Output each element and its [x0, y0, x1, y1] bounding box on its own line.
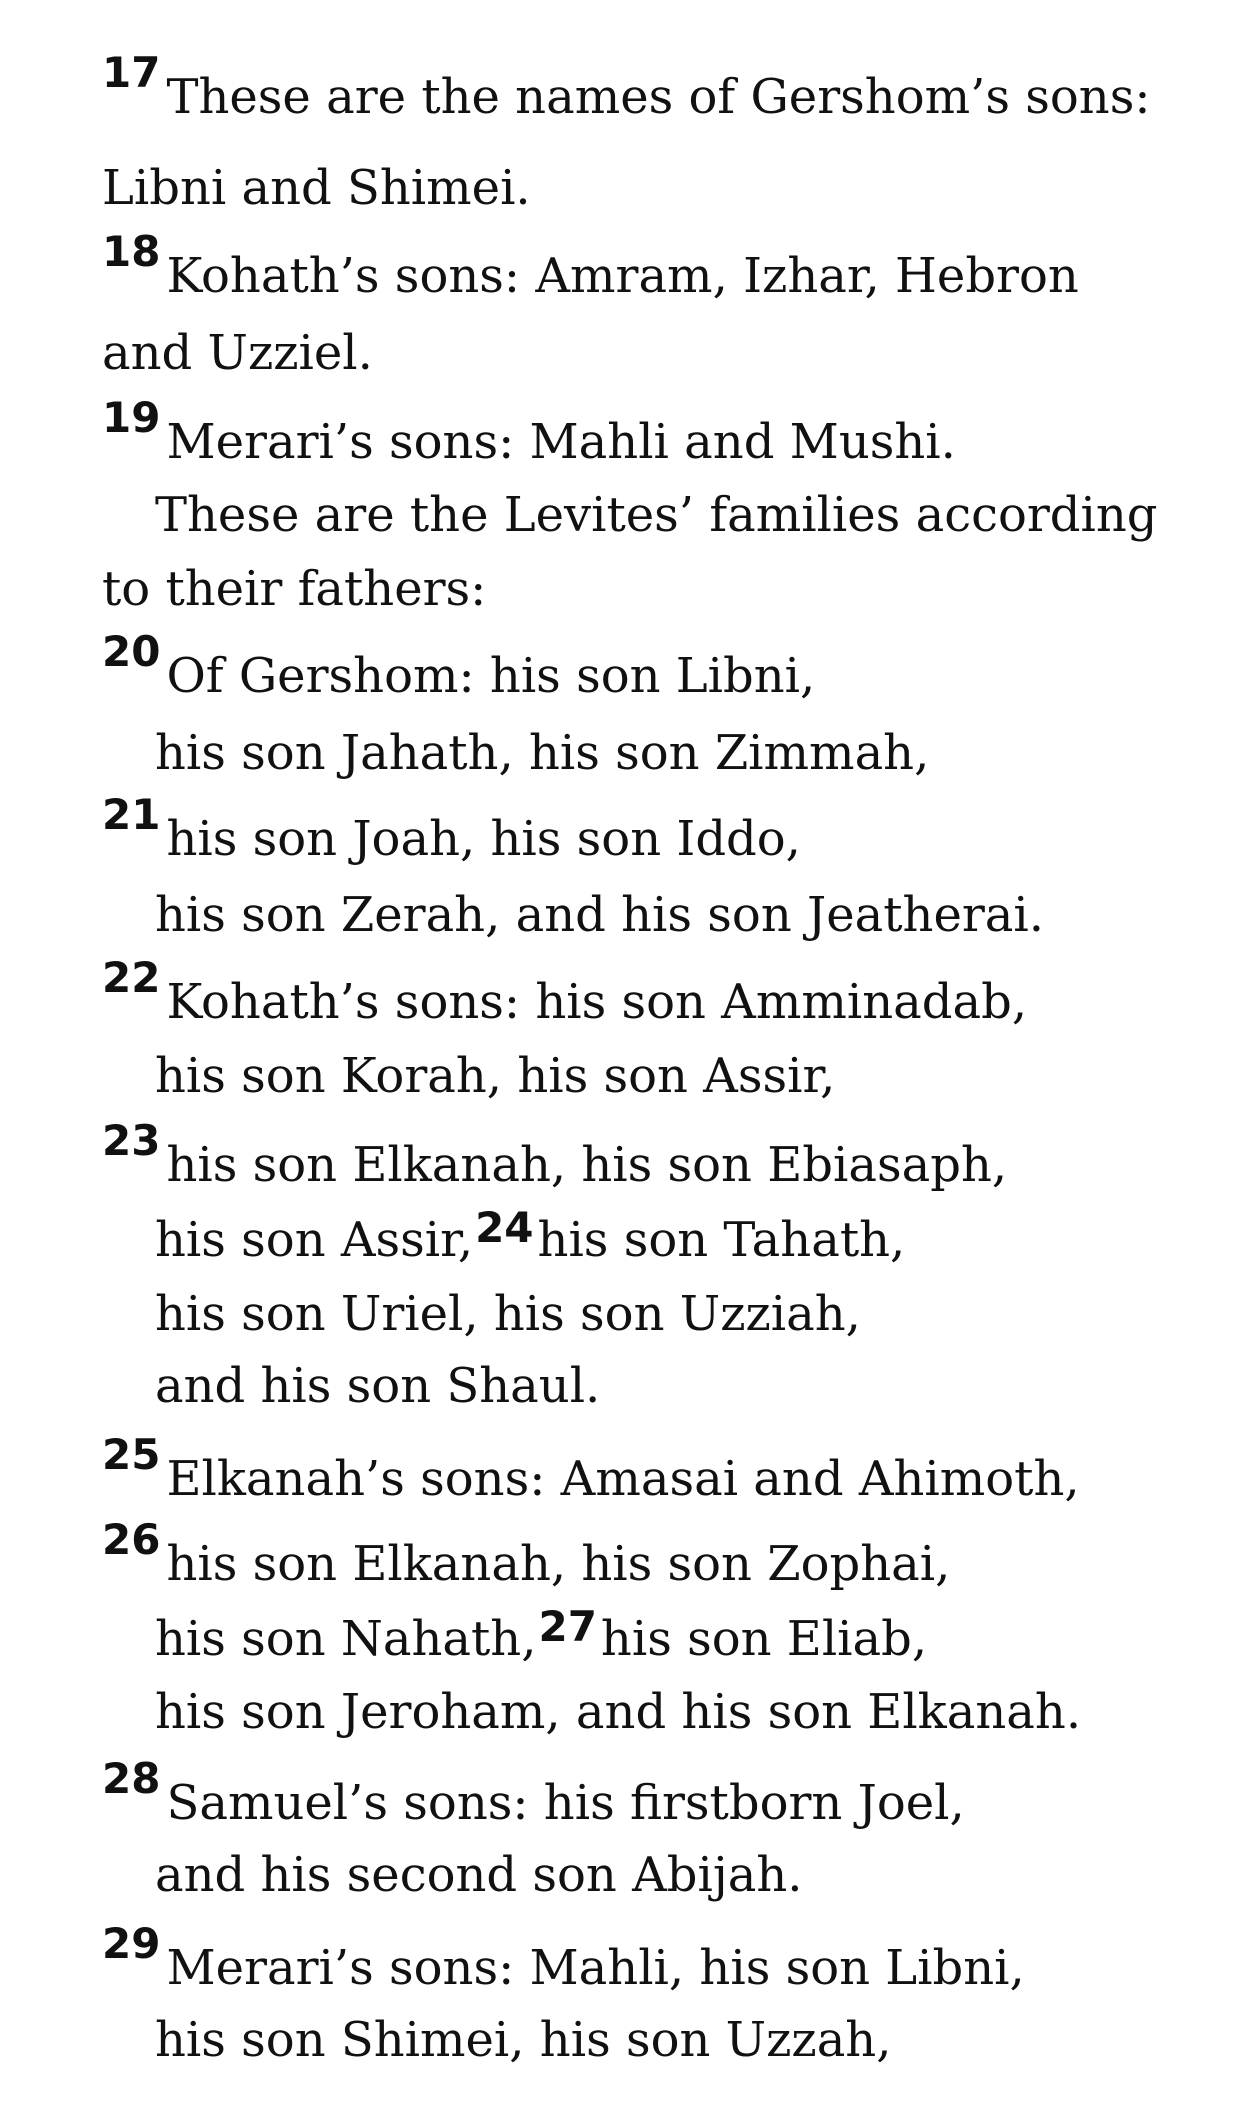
verse-17-line-1	[102, 48, 1151, 125]
verse-text: his son Eliab,	[600, 1611, 928, 1667]
verse-23-line-2	[155, 1203, 906, 1268]
verse-19-line-2: These are the Levites’ families according	[155, 487, 1158, 543]
verse-29-line-2: his son Shimei, his son Uzzah,	[155, 2012, 892, 2068]
verse-text: his son Joah, his son Iddo,	[166, 811, 801, 867]
verse-number: 27	[538, 1602, 597, 1651]
verse-23-line-1	[102, 1116, 1008, 1193]
verse-text: Of Gershom: his son Libni,	[166, 648, 816, 704]
verse-24-line-3: and his son Shaul.	[155, 1358, 601, 1414]
verse-18-line-1	[102, 227, 1079, 304]
verse-25-line-1	[102, 1430, 1080, 1507]
verse-text: These are the names of Gershom’s sons:	[166, 69, 1151, 125]
verse-17-line-2: Libni and Shimei.	[102, 160, 531, 216]
verse-text: Kohath’s sons: his son Amminadab,	[166, 974, 1028, 1030]
verse-number: 20	[102, 627, 161, 676]
verse-text: his son Tahath,	[537, 1212, 906, 1268]
verse-number: 25	[102, 1430, 161, 1479]
verse-text: his son Elkanah, his son Zophai,	[166, 1536, 951, 1592]
verse-text: Merari’s sons: Mahli and Mushi.	[166, 414, 956, 470]
verse-24-line-2: his son Uriel, his son Uzziah,	[155, 1286, 861, 1342]
verse-number: 21	[102, 790, 161, 839]
verse-28-line-2: and his second son Abijah.	[155, 1847, 803, 1903]
verse-19-line-1	[102, 393, 956, 470]
verse-text: Elkanah’s sons: Amasai and Ahimoth,	[166, 1451, 1080, 1507]
verse-number: 22	[102, 953, 161, 1002]
verse-20-line-1	[102, 627, 816, 704]
verse-number: 28	[102, 1754, 161, 1803]
verse-text: Kohath’s sons: Amram, Izhar, Hebron	[166, 248, 1079, 304]
verse-text: Samuel’s sons: his firstborn Joel,	[166, 1775, 965, 1831]
verse-19-line-3: to their fathers:	[102, 561, 487, 617]
verse-20-line-2: his son Jahath, his son Zimmah,	[155, 725, 930, 781]
verse-text: his son Assir,	[155, 1212, 474, 1268]
verse-number: 17	[102, 48, 161, 97]
verse-22-line-2: his son Korah, his son Assir,	[155, 1048, 836, 1104]
verse-29-line-1	[102, 1919, 1025, 1996]
verse-number: 26	[102, 1515, 161, 1564]
verse-21-line-2: his son Zerah, and his son Jeatherai.	[155, 887, 1045, 943]
verse-text: his son Elkanah, his son Ebiasaph,	[166, 1137, 1008, 1193]
verse-18-line-2: and Uzziel.	[102, 325, 373, 381]
verse-number: 24	[475, 1203, 534, 1252]
verse-number: 19	[102, 393, 161, 442]
verse-26-line-1	[102, 1515, 951, 1592]
verse-text: his son Nahath,	[155, 1611, 537, 1667]
verse-27-line-2: his son Jeroham, and his son Elkanah.	[155, 1684, 1082, 1740]
verse-number: 18	[102, 227, 161, 276]
verse-number: 29	[102, 1919, 161, 1968]
verse-text: Merari’s sons: Mahli, his son Libni,	[166, 1940, 1025, 1996]
verse-number: 23	[102, 1116, 161, 1165]
verse-26-line-2	[155, 1602, 928, 1667]
verse-28-line-1	[102, 1754, 965, 1831]
verse-21-line-1	[102, 790, 801, 867]
verse-22-line-1	[102, 953, 1028, 1030]
